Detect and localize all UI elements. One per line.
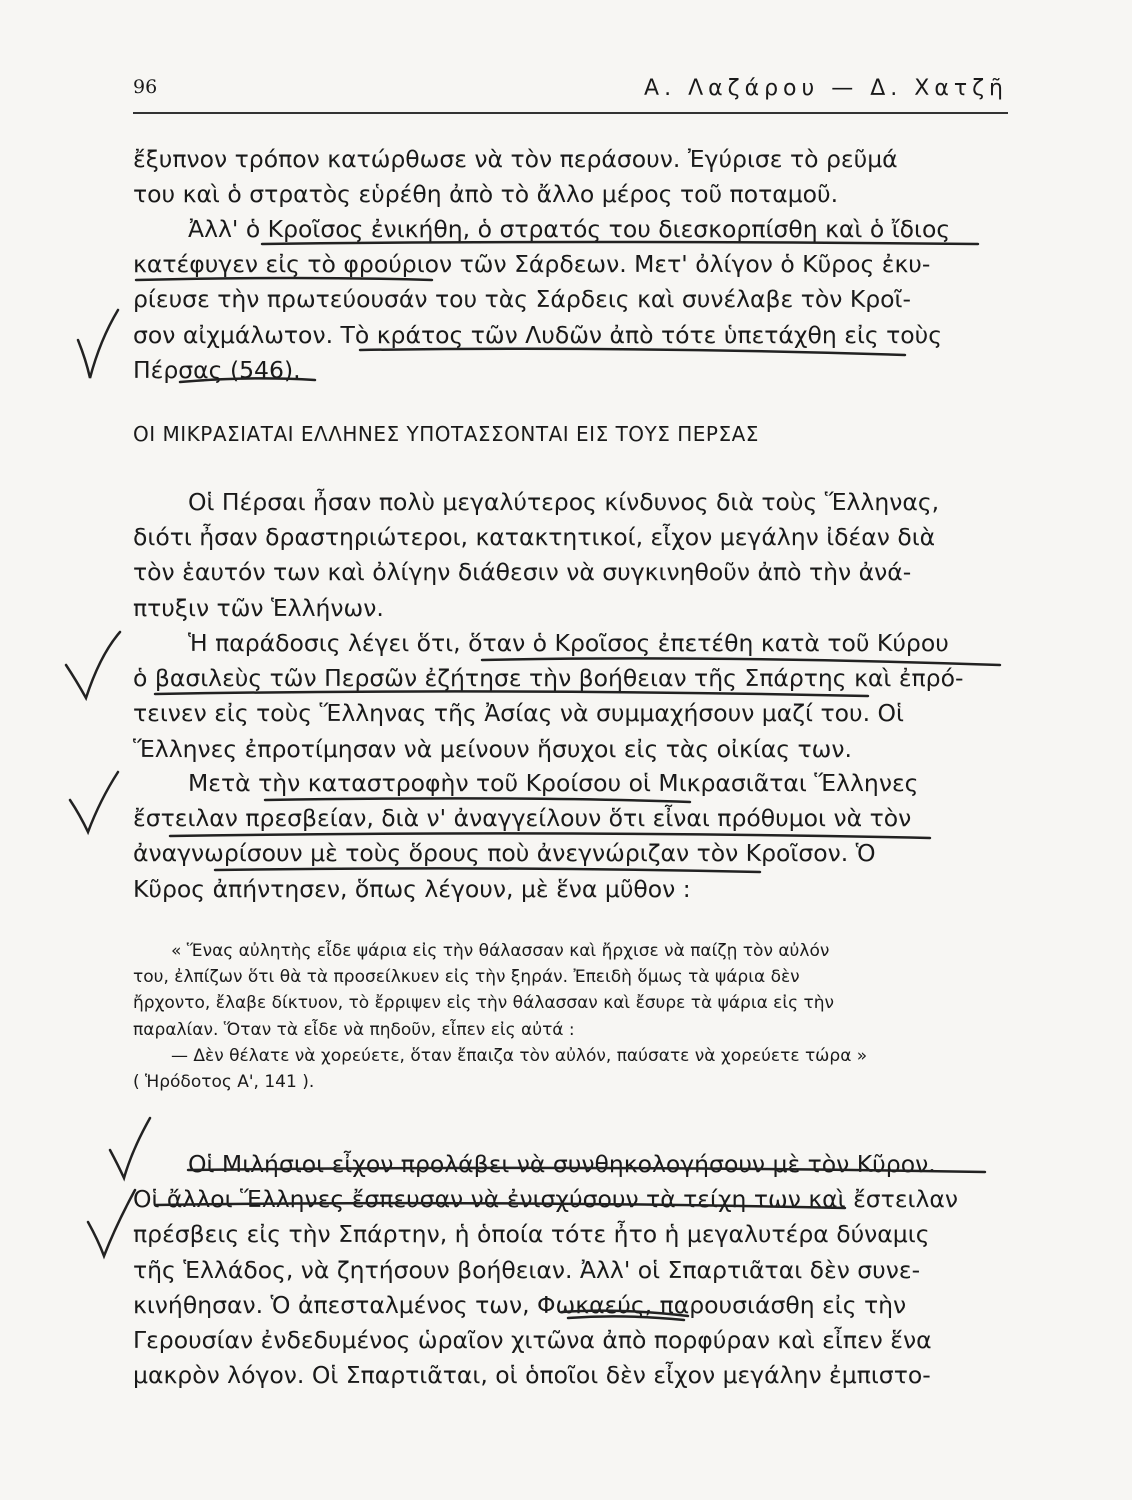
text-line: Κῦρος ἀπήντησεν, ὅπως λέγουν, μὲ ἕνα μῦθον : <box>133 874 691 903</box>
check-mark-icon <box>78 310 118 378</box>
text-line: ὁ βασιλεὺς τῶν Περσῶν ἐζήτησε τὴν βοήθειαν τῆς Σπάρτης καὶ ἐπρό- <box>133 664 964 693</box>
text-line: κινήθησαν. Ὁ ἀπεσταλμένος των, Φωκαεύς, παρουσιάσθη εἰς τὴν <box>133 1290 907 1319</box>
text-line: τεινεν εἰς τοὺς Ἕλληνας τῆς Ἀσίας νὰ συμμαχήσουν μαζί του. Οἱ <box>133 699 904 728</box>
check-mark-icon <box>70 772 118 832</box>
running-head: Α. Λαζάρου — Δ. Χατζῆ <box>644 76 1008 101</box>
text-line: Ἀλλ' ὁ Κροῖσος ἐνικήθη, ὁ στρατός του διεσκορπίσθη καὶ ὁ ἴδιος <box>188 215 951 243</box>
quote-line: ( Ἡρόδοτος Α', 141 ). <box>133 1072 315 1093</box>
check-mark-icon <box>88 1190 135 1256</box>
text-line: μακρὸν λόγον. Οἱ Σπαρτιᾶται, οἱ ὁποῖοι δὲν εἶχον μεγάλην ἐμπιστο- <box>133 1361 931 1390</box>
text-line: ρίευσε τὴν πρωτεύουσάν του τὰς Σάρδεις καὶ συνέλαβε τὸν Κροῖ- <box>133 285 911 314</box>
text-line: σον αἰχμάλωτον. Τὸ κράτος τῶν Λυδῶν ἀπὸ τότε ὑπετάχθη εἰς τοὺς <box>133 320 943 349</box>
quote-line: παραλίαν. Ὅταν τὰ εἶδε νὰ πηδοῦν, εἶπεν εἰς αὐτά : <box>133 1019 575 1040</box>
text-line: κατέφυγεν εἰς τὸ φρούριον τῶν Σάρδεων. Μετ' ὀλίγον ὁ Κῦρος ἐκυ- <box>133 250 931 279</box>
text-line: πρέσβεις εἰς τὴν Σπάρτην, ἡ ὁποία τότε ἦτο ἡ μεγαλυτέρα δύναμις <box>133 1220 930 1249</box>
text-line: τὸν ἑαυτόν των καὶ ὀλίγην διάθεσιν νὰ συγκινηθοῦν ἀπὸ τὴν ἀνά- <box>133 558 912 587</box>
text-line: Πέρσας (546). <box>133 355 301 384</box>
paragraph-4 <box>133 626 1006 767</box>
paragraph-6 <box>133 1147 1006 1393</box>
paragraph-2 <box>133 212 1006 388</box>
check-mark-icon <box>66 632 120 698</box>
section-heading: ΟΙ ΜΙΚΡΑΣΙΑΤΑΙ ΕΛΛΗΝΕΣ ΥΠΟΤΑΣΣΟΝΤΑΙ ΕΙΣ ΤΟΥΣ ΠΕΡΣΑΣ <box>133 422 759 446</box>
paragraph-3 <box>133 485 1006 626</box>
text-line: πτυξιν τῶν Ἑλλήνων. <box>133 593 384 622</box>
text-line: Οἱ Πέρσαι ἦσαν πολὺ μεγαλύτερος κίνδυνος διὰ τοὺς Ἕλληνας, <box>188 488 940 516</box>
text-line: διότι ἦσαν δραστηριώτεροι, κατακτητικοί, εἶχον μεγάλην ἰδέαν διὰ <box>133 523 936 552</box>
text-line: τῆς Ἑλλάδος, νὰ ζητήσουν βοήθειαν. Ἀλλ' οἱ Σπαρτιᾶται δὲν συνε- <box>133 1255 921 1284</box>
paragraph-1 <box>133 142 1006 212</box>
quote-line: του, ἐλπίζων ὅτι θὰ τὰ προσείλκυεν εἰς τὴν ξηράν. Ἐπειδὴ ὅμως τὰ ψάρια δὲν <box>133 967 800 988</box>
page-header <box>133 72 1008 114</box>
text-line: Μετὰ τὴν καταστροφὴν τοῦ Κροίσου οἱ Μικρασιᾶται Ἕλληνες <box>188 769 919 797</box>
quote-line: — Δὲν θέλατε νὰ χορεύετε, ὅταν ἔπαιζα τὸν αὐλόν, παύσατε νὰ χορεύετε τώρα » <box>171 1045 868 1066</box>
text-line: του καὶ ὁ στρατὸς εὑρέθη ἀπὸ τὸ ἄλλο μέρος τοῦ ποταμοῦ. <box>133 180 839 209</box>
page-number: 96 <box>133 76 158 98</box>
text-line: ἔξυπνον τρόπον κατώρθωσε νὰ τὸν περάσουν. Ἐγύρισε τὸ ρεῦμά <box>133 145 898 173</box>
text-line: Οἱ ἄλλοι Ἕλληνες ἔσπευσαν νὰ ἐνισχύσουν τὰ τείχη των καὶ ἔστειλαν <box>133 1185 959 1214</box>
quote-block <box>133 938 978 1095</box>
text-line: Ἕλληνες ἐπροτίμησαν νὰ μείνουν ἥσυχοι εἰς τὰς οἰκίας των. <box>133 734 852 763</box>
text-line: ἔστειλαν πρεσβείαν, διὰ ν' ἀναγγείλουν ὅτι εἶναι πρόθυμοι νὰ τὸν <box>133 804 912 833</box>
quote-line: « Ἕνας αὐλητὴς εἶδε ψάρια εἰς τὴν θάλασσαν καὶ ἤρχισε νὰ παίζῃ τὸν αὐλόν <box>171 941 830 961</box>
text-line: Γερουσίαν ἐνδεδυμένος ὡραῖον χιτῶνα ἀπὸ πορφύραν καὶ εἶπεν ἕνα <box>133 1326 932 1355</box>
text-line: Οἱ Μιλήσιοι εἶχον προλάβει νὰ συνθηκολογήσουν μὲ τὸν Κῦρον. <box>188 1150 936 1178</box>
paragraph-5 <box>133 766 1006 907</box>
quote-line: ἤρχοντο, ἔλαβε δίκτυον, τὸ ἔρριψεν εἰς τὴν θάλασσαν καὶ ἔσυρε τὰ ψάρια εἰς τὴν <box>133 993 835 1014</box>
text-line: Ἡ παράδοσις λέγει ὅτι, ὅταν ὁ Κροῖσος ἐπετέθη κατὰ τοῦ Κύρου <box>188 629 949 657</box>
text-line: ἀναγνωρίσουν μὲ τοὺς ὅρους ποὺ ἀνεγνώριζαν τὸν Κροῖσον. Ὁ <box>133 839 876 868</box>
